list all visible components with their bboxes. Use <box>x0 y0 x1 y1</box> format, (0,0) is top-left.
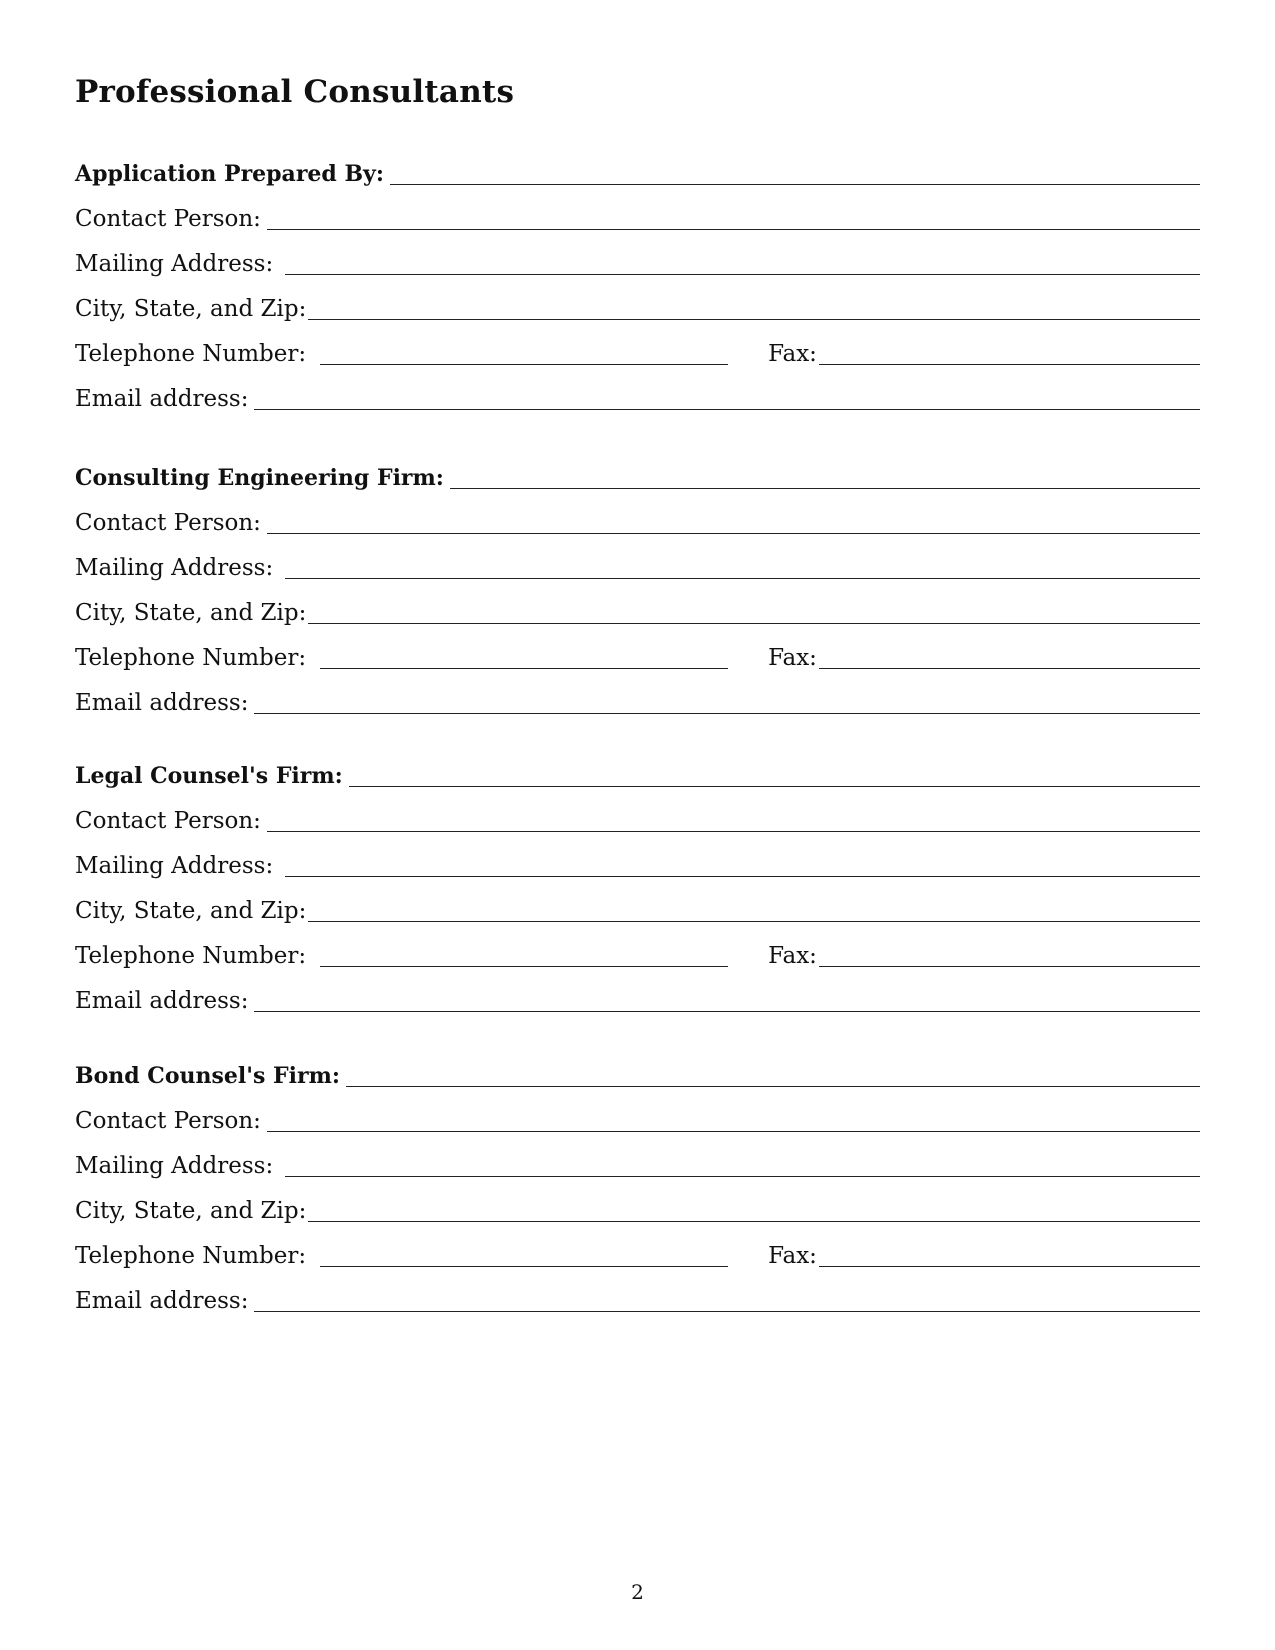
email-field[interactable] <box>254 385 1200 410</box>
section-heading-row <box>75 757 1200 791</box>
section-heading-row <box>75 459 1200 493</box>
contact-person-field[interactable] <box>267 1107 1200 1132</box>
section-heading-row <box>75 1057 1200 1091</box>
telephone-label: Telephone Number: <box>75 943 307 969</box>
page-number: 2 <box>631 1580 644 1604</box>
telephone-field[interactable] <box>320 1242 728 1267</box>
section-heading: Application Prepared By: <box>75 161 384 187</box>
city-state-zip-row <box>75 892 1200 926</box>
contact-person-row <box>75 200 1200 234</box>
telephone-field[interactable] <box>320 942 728 967</box>
email-row <box>75 684 1200 718</box>
email-label: Email address: <box>75 1288 249 1314</box>
mailing-address-field[interactable] <box>285 852 1200 877</box>
telephone-fax-row <box>75 937 1200 971</box>
contact-person-label: Contact Person: <box>75 1108 261 1134</box>
fax-label: Fax: <box>768 1243 817 1269</box>
contact-person-row <box>75 802 1200 836</box>
city-state-zip-field[interactable] <box>308 1197 1200 1222</box>
contact-person-label: Contact Person: <box>75 510 261 536</box>
telephone-fax-row <box>75 1237 1200 1271</box>
fax-field[interactable] <box>819 1242 1200 1267</box>
mailing-address-label: Mailing Address: <box>75 853 274 879</box>
telephone-label: Telephone Number: <box>75 341 307 367</box>
contact-person-field[interactable] <box>267 807 1200 832</box>
email-label: Email address: <box>75 988 249 1014</box>
section-heading: Legal Counsel's Firm: <box>75 763 343 789</box>
city-state-zip-field[interactable] <box>308 295 1200 320</box>
city-state-zip-row <box>75 290 1200 324</box>
email-row <box>75 1282 1200 1316</box>
email-field[interactable] <box>254 987 1200 1012</box>
mailing-address-label: Mailing Address: <box>75 251 274 277</box>
mailing-address-label: Mailing Address: <box>75 1153 274 1179</box>
section-heading: Consulting Engineering Firm: <box>75 465 444 491</box>
bond-counsel-firm-field[interactable] <box>346 1062 1200 1087</box>
city-state-zip-field[interactable] <box>308 599 1200 624</box>
mailing-address-row <box>75 245 1200 279</box>
mailing-address-row <box>75 847 1200 881</box>
contact-person-field[interactable] <box>267 205 1200 230</box>
email-field[interactable] <box>254 689 1200 714</box>
fax-field[interactable] <box>819 340 1200 365</box>
contact-person-field[interactable] <box>267 509 1200 534</box>
mailing-address-field[interactable] <box>285 250 1200 275</box>
email-field[interactable] <box>254 1287 1200 1312</box>
city-state-zip-row <box>75 1192 1200 1226</box>
legal-counsel-firm-field[interactable] <box>349 762 1200 787</box>
contact-person-label: Contact Person: <box>75 206 261 232</box>
section-heading: Bond Counsel's Firm: <box>75 1063 340 1089</box>
contact-person-label: Contact Person: <box>75 808 261 834</box>
email-label: Email address: <box>75 386 249 412</box>
telephone-field[interactable] <box>320 644 728 669</box>
telephone-label: Telephone Number: <box>75 1243 307 1269</box>
contact-person-row <box>75 1102 1200 1136</box>
telephone-fax-row <box>75 335 1200 369</box>
email-row <box>75 982 1200 1016</box>
city-state-zip-label: City, State, and Zip: <box>75 898 307 924</box>
mailing-address-row <box>75 549 1200 583</box>
city-state-zip-label: City, State, and Zip: <box>75 296 307 322</box>
page-title: Professional Consultants <box>75 74 515 110</box>
consulting-engineering-firm-field[interactable] <box>450 464 1200 489</box>
mailing-address-field[interactable] <box>285 554 1200 579</box>
mailing-address-label: Mailing Address: <box>75 555 274 581</box>
city-state-zip-label: City, State, and Zip: <box>75 1198 307 1224</box>
application-prepared-by-field[interactable] <box>390 160 1200 185</box>
contact-person-row <box>75 504 1200 538</box>
section-heading-row <box>75 155 1200 189</box>
fax-label: Fax: <box>768 341 817 367</box>
telephone-fax-row <box>75 639 1200 673</box>
city-state-zip-field[interactable] <box>308 897 1200 922</box>
email-label: Email address: <box>75 690 249 716</box>
city-state-zip-label: City, State, and Zip: <box>75 600 307 626</box>
email-row <box>75 380 1200 414</box>
fax-field[interactable] <box>819 942 1200 967</box>
fax-label: Fax: <box>768 943 817 969</box>
telephone-label: Telephone Number: <box>75 645 307 671</box>
mailing-address-row <box>75 1147 1200 1181</box>
fax-label: Fax: <box>768 645 817 671</box>
mailing-address-field[interactable] <box>285 1152 1200 1177</box>
city-state-zip-row <box>75 594 1200 628</box>
telephone-field[interactable] <box>320 340 728 365</box>
fax-field[interactable] <box>819 644 1200 669</box>
